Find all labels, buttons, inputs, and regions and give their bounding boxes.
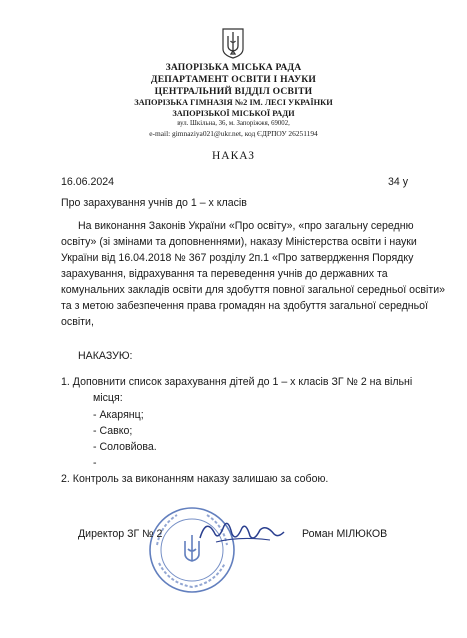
trident-emblem-icon: [221, 27, 245, 59]
director-name: Роман МІЛЮКОВ: [302, 528, 388, 540]
order-number: 34 у: [388, 176, 409, 188]
header-division: ЦЕНТРАЛЬНИЙ ВІДДІЛ ОСВІТИ: [154, 86, 313, 97]
body-text-line: комунальних закладів освіти для здобуття повної загальної середньої освіти»: [61, 284, 446, 296]
student-list-item: - Акарянц;: [93, 409, 144, 421]
header-school-council: ЗАПОРІЗЬКОЇ МІСЬКОЇ РАДИ: [172, 109, 295, 118]
body-text-line: зарахування, відрахування та переведення учнів до державних та: [61, 268, 388, 280]
body-text-line: освіту» (зі змінами та доповненнями), наказу Міністерства освіти і науки: [61, 236, 417, 248]
body-text-line: освіти,: [61, 316, 94, 328]
body-text-line: На виконання Законів України «Про освіту», «про загальну середню: [78, 220, 414, 232]
ordered-heading: НАКАЗУЮ:: [78, 350, 133, 362]
body-text-line: та з метою забезпечення права громадян на здобуття загальної середньої: [61, 300, 429, 312]
order-item-1-continued: місця:: [93, 392, 123, 404]
order-item-1: 1. Доповнити список зарахування дітей до 1 – х класів ЗГ № 2 на вільні: [61, 376, 413, 388]
order-date: 16.06.2024: [61, 176, 115, 188]
order-subject: Про зарахування учнів до 1 – х класів: [61, 197, 247, 209]
handwritten-signature-icon: [196, 512, 286, 552]
director-position: Директор ЗГ № 2: [78, 528, 163, 540]
header-city-council: ЗАПОРІЗЬКА МІСЬКА РАДА: [165, 62, 302, 73]
header-department: ДЕПАРТАМЕНТ ОСВІТИ І НАУКИ: [150, 74, 317, 85]
document-title: НАКАЗ: [211, 150, 256, 162]
header-contacts: e-mail: gimnaziya021@ukr.net, код ЄДРПОУ 26251194: [149, 129, 318, 138]
student-list-item: - Савко;: [93, 425, 133, 437]
student-list-item: -: [93, 457, 97, 469]
body-text-line: України від 16.04.2018 № 367 розділу 2п.1 «Про затвердження Порядку: [61, 252, 414, 264]
header-school: ЗАПОРІЗЬКА ГІМНАЗІЯ №2 ІМ. ЛЕСІ УКРАЇНКИ: [134, 98, 333, 107]
header-address: вул. Шкільна, 36, м. Запоріжжя, 69002,: [177, 120, 290, 127]
student-list-item: - Соловйова.: [93, 441, 157, 453]
order-item-2: 2. Контроль за виконанням наказу залишаю за собою.: [61, 473, 329, 485]
